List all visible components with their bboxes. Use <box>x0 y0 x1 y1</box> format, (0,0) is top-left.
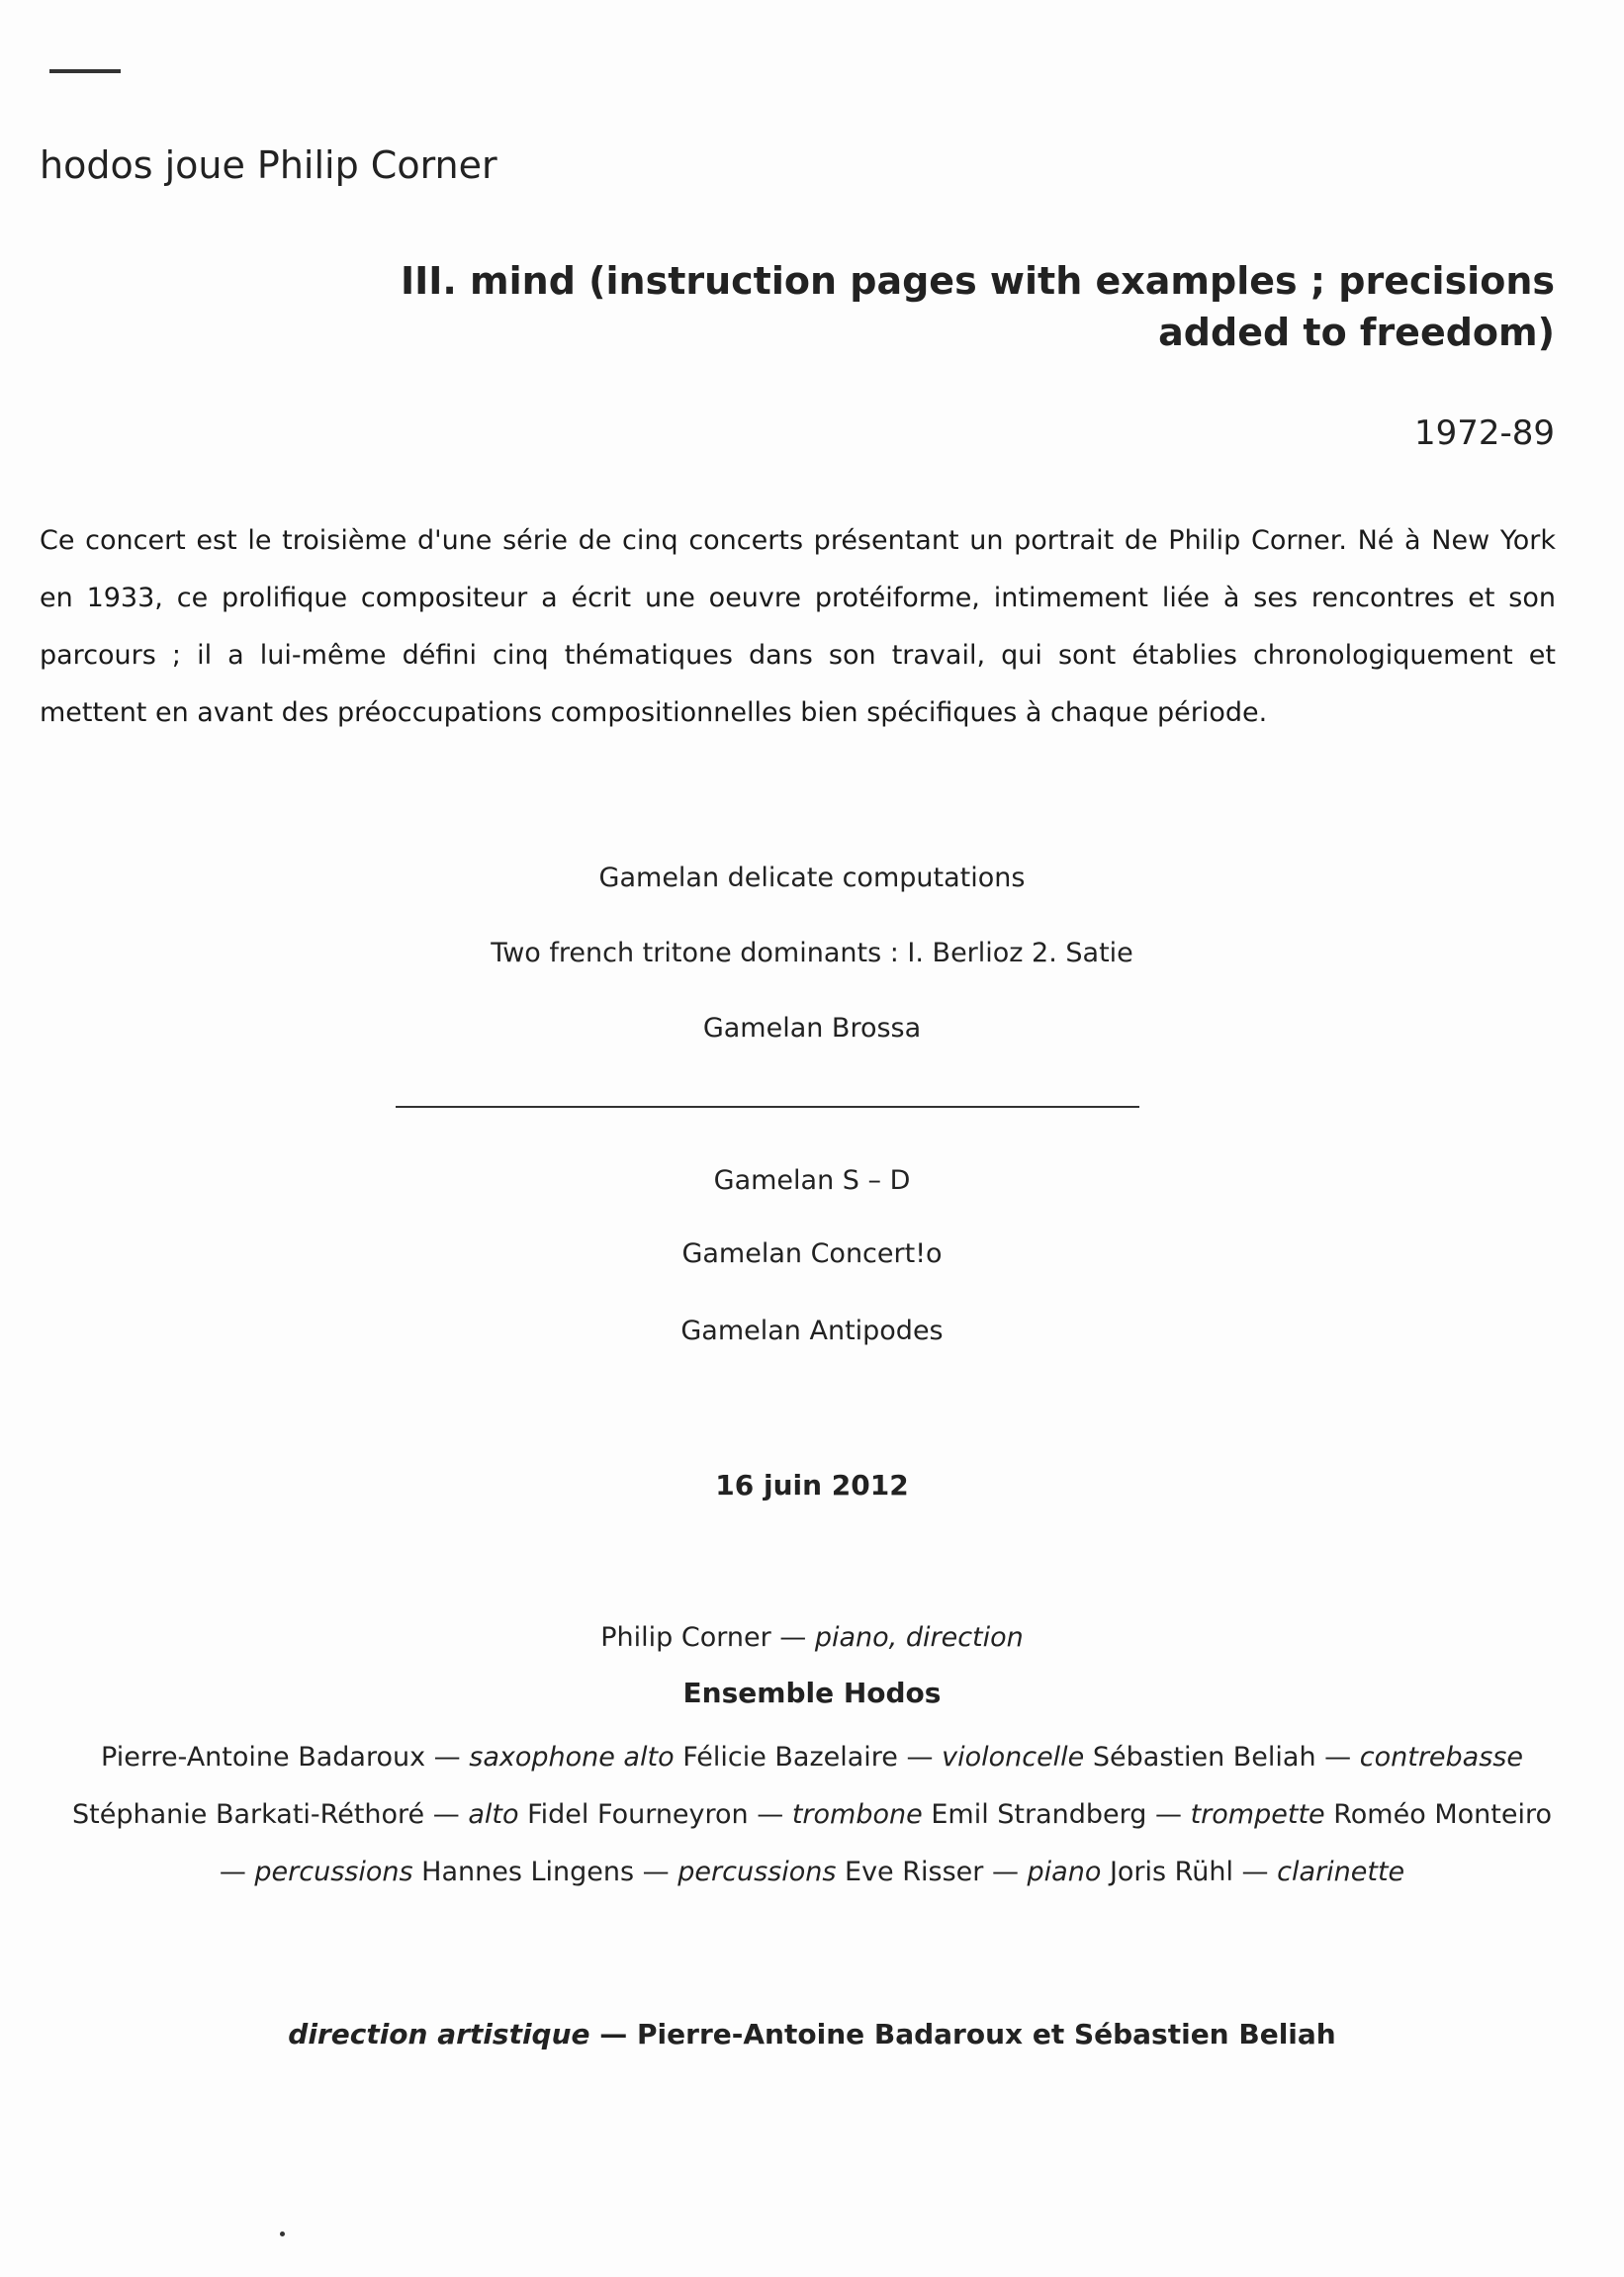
member-role: percussions <box>677 1857 837 1887</box>
page-header-title: hodos joue Philip Corner <box>40 143 497 187</box>
member-name: Félicie Bazelaire <box>682 1742 898 1773</box>
member-name: Emil Strandberg <box>931 1799 1147 1830</box>
member-name: Eve Risser <box>845 1857 984 1887</box>
program-item: Gamelan Concert!o <box>681 1238 943 1269</box>
member-role: contrebasse <box>1359 1742 1523 1773</box>
featured-performer <box>0 1622 1624 1653</box>
member-name: Pierre-Antoine Badaroux <box>101 1742 426 1773</box>
member-name: Stéphanie Barkati-Réthoré <box>72 1799 425 1830</box>
program-item: Gamelan Antipodes <box>680 1316 944 1346</box>
member-role: clarinette <box>1277 1857 1405 1887</box>
member-name: Fidel Fourneyron <box>527 1799 749 1830</box>
program-item: Gamelan S – D <box>713 1165 911 1196</box>
concert-date: 16 juin 2012 <box>715 1469 909 1502</box>
member: Fidel Fourneyron — trombone <box>527 1799 923 1830</box>
program-item: Gamelan delicate computations <box>598 863 1026 893</box>
member-name: Sébastien Beliah <box>1092 1742 1316 1773</box>
member: Pierre-Antoine Badaroux — saxophone alto <box>101 1742 675 1773</box>
section-years: 1972-89 <box>1413 413 1555 453</box>
credit-names: Pierre-Antoine Badaroux et Sébastien Beliah <box>637 2018 1336 2050</box>
member-role: trompette <box>1190 1799 1325 1830</box>
member: Emil Strandberg — trompette <box>931 1799 1325 1830</box>
member-role: percussions <box>254 1857 413 1887</box>
ensemble-name: Ensemble Hodos <box>682 1677 942 1709</box>
section-title: III. mind (instruction pages with examples ; precisions added to freedom) <box>400 259 1555 354</box>
member-role: piano <box>1027 1857 1102 1887</box>
member: Hannes Lingens — percussions <box>421 1857 837 1887</box>
member-role: violoncelle <box>942 1742 1085 1773</box>
corner-mark <box>49 69 121 73</box>
performer-separator: — <box>770 1622 815 1653</box>
performer-role: piano, direction <box>814 1622 1024 1653</box>
member-role: saxophone alto <box>469 1742 675 1773</box>
member-name: Roméo Monteiro <box>1333 1799 1552 1830</box>
member-role: alto <box>468 1799 519 1830</box>
member: Stéphanie Barkati-Réthoré — alto <box>72 1799 519 1830</box>
member: Félicie Bazelaire — violoncelle <box>682 1742 1085 1773</box>
page-mark-dot <box>280 2231 285 2236</box>
program-divider <box>396 1106 1139 1108</box>
program-item: Gamelan Brossa <box>702 1013 922 1044</box>
performer-name: Philip Corner <box>600 1622 771 1653</box>
credit-separator: — <box>589 2018 638 2050</box>
program-item: Two french tritone dominants : I. Berlioz 2. Satie <box>491 938 1133 968</box>
member-role: trombone <box>791 1799 923 1830</box>
member-name: Hannes Lingens <box>421 1857 635 1887</box>
credit-role: direction artistique <box>288 2018 590 2050</box>
member-name: Joris Rühl <box>1109 1857 1233 1887</box>
member: Eve Risser — piano <box>845 1857 1102 1887</box>
intro-paragraph: Ce concert est le troisième d'une série de cinq concerts présentant un portrait de Philip Corner. Né à New York en 1933, ce prolifique compositeur a écrit une oeuvre protéiforme, intimement liée à ses rencontres et son parcours ; il a lui-même défini cinq thématiques dans son travail, qui sont établies chronologiquement et mettent en avant des préoccupations compositionnelles bien spécifiques à chaque période. <box>40 525 1556 728</box>
member: Joris Rühl — clarinette <box>1109 1857 1405 1887</box>
member: Sébastien Beliah — contrebasse <box>1092 1742 1523 1773</box>
artistic-direction-credit <box>0 2018 1624 2050</box>
ensemble-members: Pierre-Antoine Badaroux — saxophone alto Félicie Bazelaire — violoncelle Sébastien Beliah — contrebasse Stéphanie Barkati-Réthoré — alto Fidel Fourneyron — trombone Emil Strandberg — trompette Roméo Monteiro — percussions Hannes Lingens — percussions Eve Risser — piano Joris Rühl — clarinette <box>72 1742 1552 1887</box>
